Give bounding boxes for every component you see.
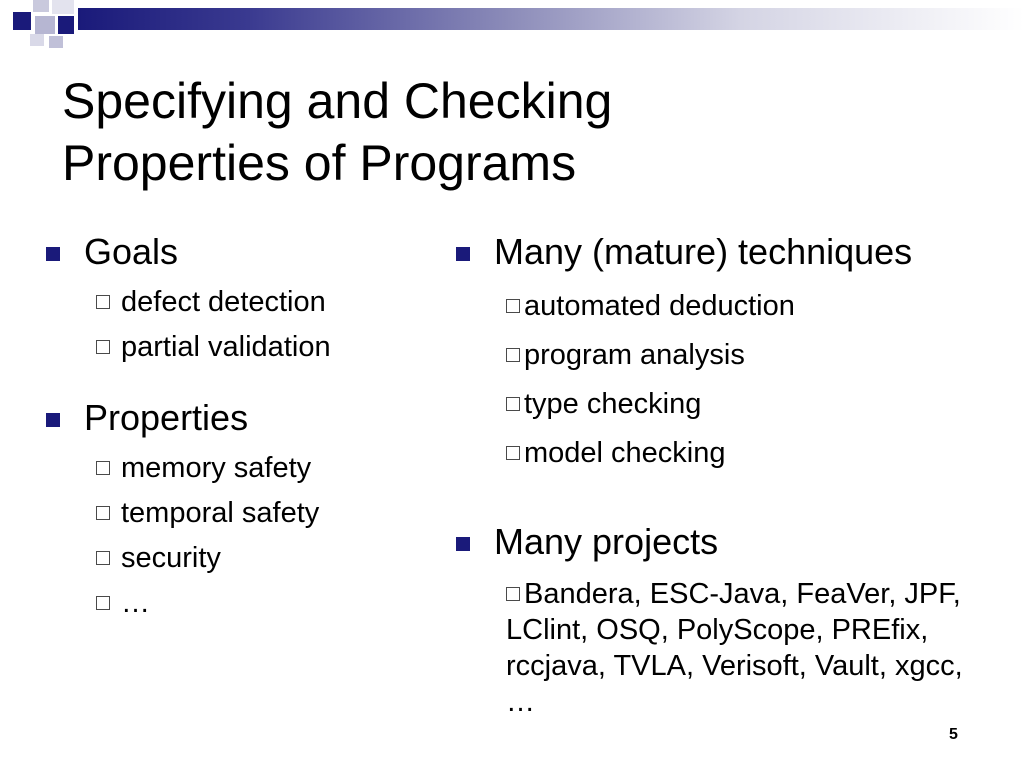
- page-number: 5: [949, 726, 958, 743]
- slide-title-line-2: Properties of Programs: [62, 135, 577, 191]
- hollow-square-bullet-icon: [96, 506, 110, 520]
- hollow-square-bullet-icon: [506, 587, 520, 601]
- bullet-projects: [454, 520, 999, 564]
- decor-square: [49, 36, 63, 48]
- decor-square: [33, 0, 49, 12]
- decor-square: [35, 16, 55, 34]
- decor-square: [58, 16, 74, 34]
- sub-bullet: [96, 541, 434, 575]
- sub-bullet-label: temporal safety: [121, 497, 320, 529]
- sub-bullet-label: …: [121, 587, 150, 619]
- sub-bullet: [506, 387, 999, 421]
- bullet-goals: [44, 230, 434, 274]
- goals-group: [44, 230, 434, 364]
- square-bullet-icon: [456, 247, 470, 261]
- sub-bullet-label: Bandera, ESC-Java, FeaVer, JPF, LClint, OSQ, PolyScope, PREfix, rccjava, TVLA, Verisoft, Vault, xgcc, …: [506, 578, 963, 718]
- sub-bullet-label: model checking: [524, 437, 726, 469]
- bullet-properties: [44, 396, 434, 440]
- sub-bullet-label: type checking: [524, 388, 702, 420]
- sub-bullet: [96, 451, 434, 485]
- sub-bullet-label: security: [121, 542, 221, 574]
- square-bullet-icon: [456, 537, 470, 551]
- square-bullet-icon: [46, 247, 60, 261]
- sub-bullet: [506, 436, 999, 470]
- sub-bullet: [96, 285, 434, 319]
- hollow-square-bullet-icon: [96, 461, 110, 475]
- right-column: [454, 230, 999, 720]
- slide-title: [62, 70, 962, 194]
- decor-square: [13, 12, 31, 30]
- hollow-square-bullet-icon: [96, 295, 110, 309]
- sub-bullet-label: defect detection: [121, 286, 326, 318]
- sub-bullet: [506, 289, 999, 323]
- bullet-label: Goals: [84, 231, 179, 272]
- hollow-square-bullet-icon: [506, 446, 520, 460]
- sub-bullet: [506, 338, 999, 372]
- techniques-group: [454, 230, 999, 470]
- hollow-square-bullet-icon: [506, 299, 520, 313]
- header-gradient-band: [78, 8, 1024, 30]
- slide-title-line-1: Specifying and Checking: [62, 73, 613, 129]
- decor-square: [30, 34, 44, 46]
- left-column: [44, 230, 434, 620]
- bullet-label: Many projects: [494, 521, 719, 562]
- hollow-square-bullet-icon: [96, 551, 110, 565]
- sub-bullet: [96, 330, 434, 364]
- square-bullet-icon: [46, 413, 60, 427]
- sub-bullet-label: program analysis: [524, 339, 745, 371]
- bullet-techniques: [454, 230, 999, 274]
- hollow-square-bullet-icon: [506, 397, 520, 411]
- sub-bullet: [506, 576, 999, 720]
- sub-bullet-label: partial validation: [121, 331, 331, 363]
- sub-bullet: [96, 496, 434, 530]
- sub-bullet-label: memory safety: [121, 452, 312, 484]
- bullet-label: Properties: [84, 397, 249, 438]
- hollow-square-bullet-icon: [96, 340, 110, 354]
- hollow-square-bullet-icon: [96, 596, 110, 610]
- properties-group: [44, 396, 434, 620]
- hollow-square-bullet-icon: [506, 348, 520, 362]
- bullet-label: Many (mature) techniques: [494, 231, 913, 272]
- sub-bullet: [96, 586, 434, 620]
- decor-square: [52, 0, 74, 14]
- projects-group: [454, 520, 999, 720]
- sub-bullet-label: automated deduction: [524, 290, 795, 322]
